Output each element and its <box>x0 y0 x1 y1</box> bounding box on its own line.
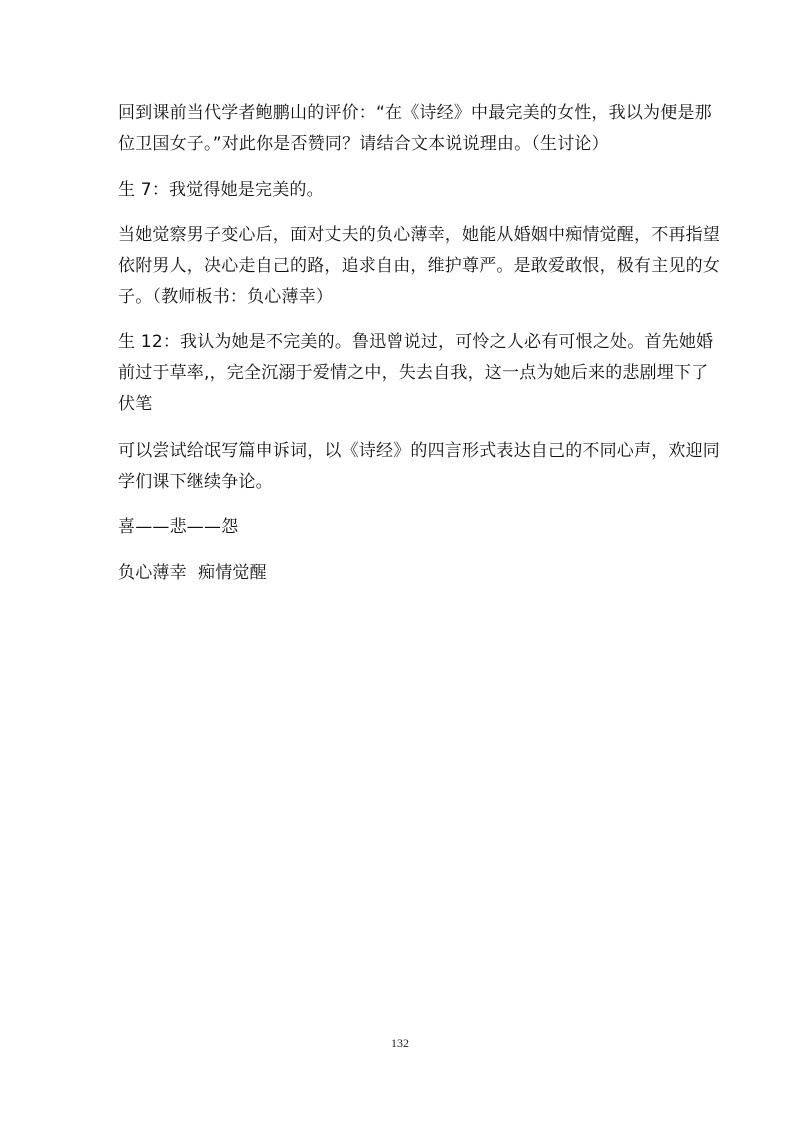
text-line: 学们课下继续争论。 <box>118 472 273 492</box>
text-line: 可以尝试给氓写篇申诉词，以《诗经》的四言形式表达自己的不同心声，欢迎同 <box>118 441 720 461</box>
page-number: 132 <box>391 1036 409 1050</box>
text-line: 当她觉察男子变心后，面对丈夫的负心薄幸，她能从婚姻中痴情觉醒，不再指望 <box>118 225 720 245</box>
text-line: 位卫国女子。”对此你是否赞同？请结合文本说说理由。（生讨论） <box>118 134 609 154</box>
text-line: 依附男人，决心走自己的路，追求自由，维护尊严。是敢爱敢恨，极有主见的女 <box>118 256 720 276</box>
paragraph-student-7 <box>118 175 690 206</box>
text-line: 负心薄幸 痴情觉醒 <box>118 563 267 583</box>
paragraph-emotion-sequence <box>118 512 690 543</box>
text-line: 前过于草率,，完全沉溺于爱情之中，失去自我，这一点为她后来的悲剧埋下了 <box>118 363 709 383</box>
paragraph-student-12 <box>118 327 714 420</box>
text-line: 子。（教师板书：负心薄幸） <box>118 287 334 307</box>
paragraph-board-summary <box>118 558 690 589</box>
text-line: 喜——悲——怨 <box>118 517 239 537</box>
text-line: 生 7：我觉得她是完美的。 <box>118 180 324 200</box>
paragraph-assignment <box>118 436 720 498</box>
text-line: 回到课前当代学者鲍鹏山的评价：“在《诗经》中最完美的女性，我以为便是那 <box>118 103 712 123</box>
text-line: 生 12：我认为她是不完美的。鲁迅曾说过，可怜之人必有可恨之处。首先她婚 <box>118 332 714 352</box>
paragraph-student-7-reason <box>118 220 720 313</box>
text-line: 伏笔 <box>118 394 153 414</box>
paragraph-evaluation-question <box>118 98 712 160</box>
